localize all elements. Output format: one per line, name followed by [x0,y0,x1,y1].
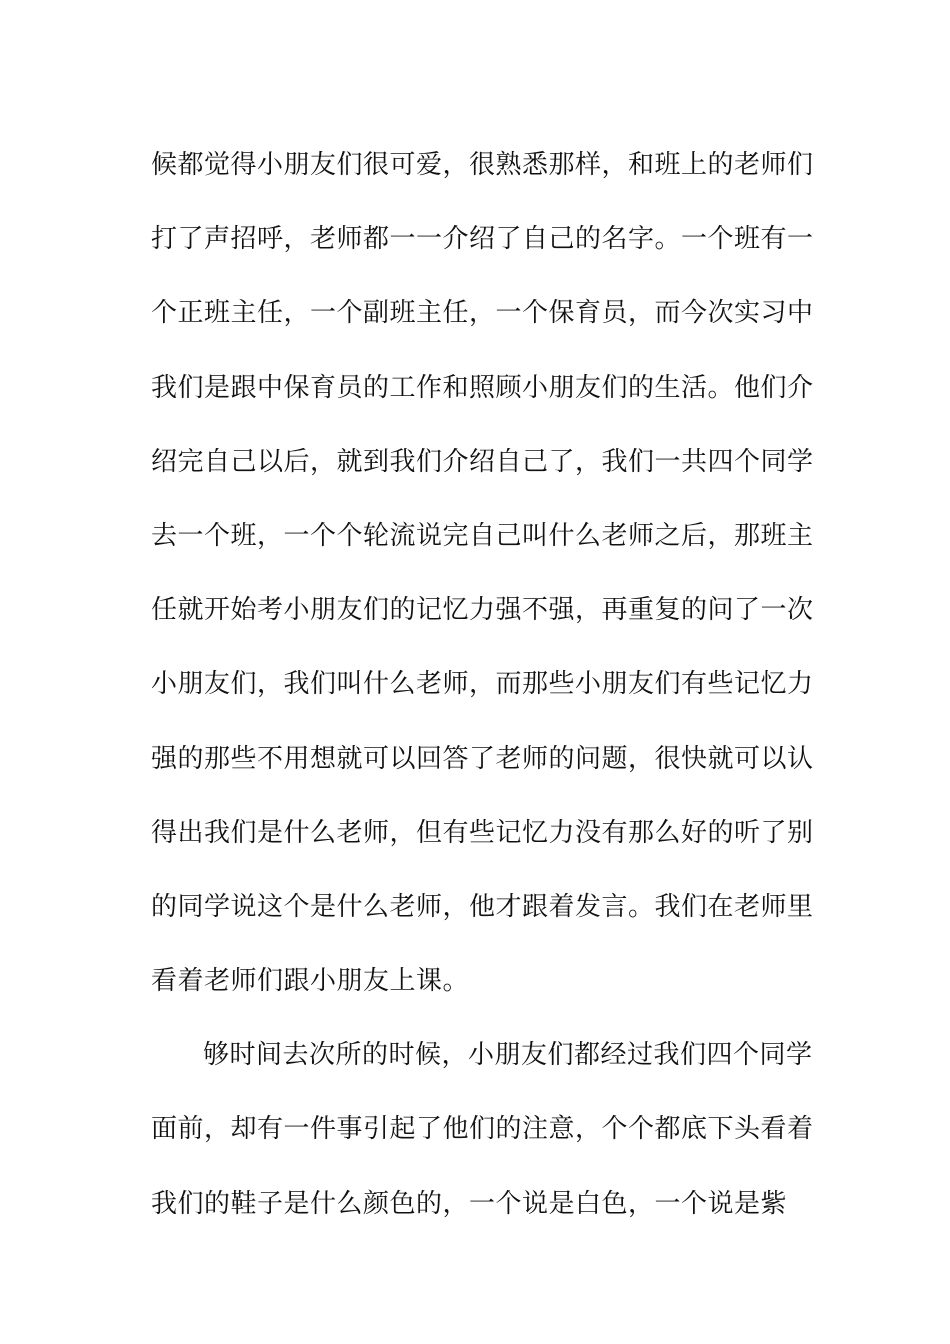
text-line: 任就开始考小朋友们的记忆力强不强，再重复的问了一次 [151,595,814,626]
text-line: 候都觉得小朋友们很可爱，很熟悉那样，和班上的老师们 [151,150,814,180]
text-line: 绍完自己以后，就到我们介绍自己了，我们一共四个同学 [151,446,814,477]
text-line: 的同学说这个是什么老师，他才跟着发言。我们在老师里 [151,891,814,922]
text-line: 得出我们是什么老师，但有些记忆力没有那么好的听了别 [151,817,814,848]
text-line: 打了声招呼，老师都一一介绍了自己的名字。一个班有一 [151,224,814,255]
text-line: 小朋友们，我们叫什么老师，而那些小朋友们有些记忆力 [151,669,814,700]
text-line: 我们的鞋子是什么颜色的，一个说是白色，一个说是紫 [151,1188,788,1219]
paragraph-first-line: 够时间去次所的时候，小朋友们都经过我们四个同学 [203,1040,813,1071]
text-line: 个正班主任，一个副班主任，一个保育员，而今次实习中 [151,298,814,329]
text-line: 面前，却有一件事引起了他们的注意，个个都底下头看着 [151,1114,814,1145]
text-line: 去一个班，一个个轮流说完自己叫什么老师之后，那班主 [151,520,814,551]
body-text [151,128,814,1241]
text-line: 看着老师们跟小朋友上课。 [151,966,470,997]
text-line: 强的那些不用想就可以回答了老师的问题，很快就可以认 [151,743,814,774]
text-line: 我们是跟中保育员的工作和照顾小朋友们的生活。他们介 [151,372,814,403]
